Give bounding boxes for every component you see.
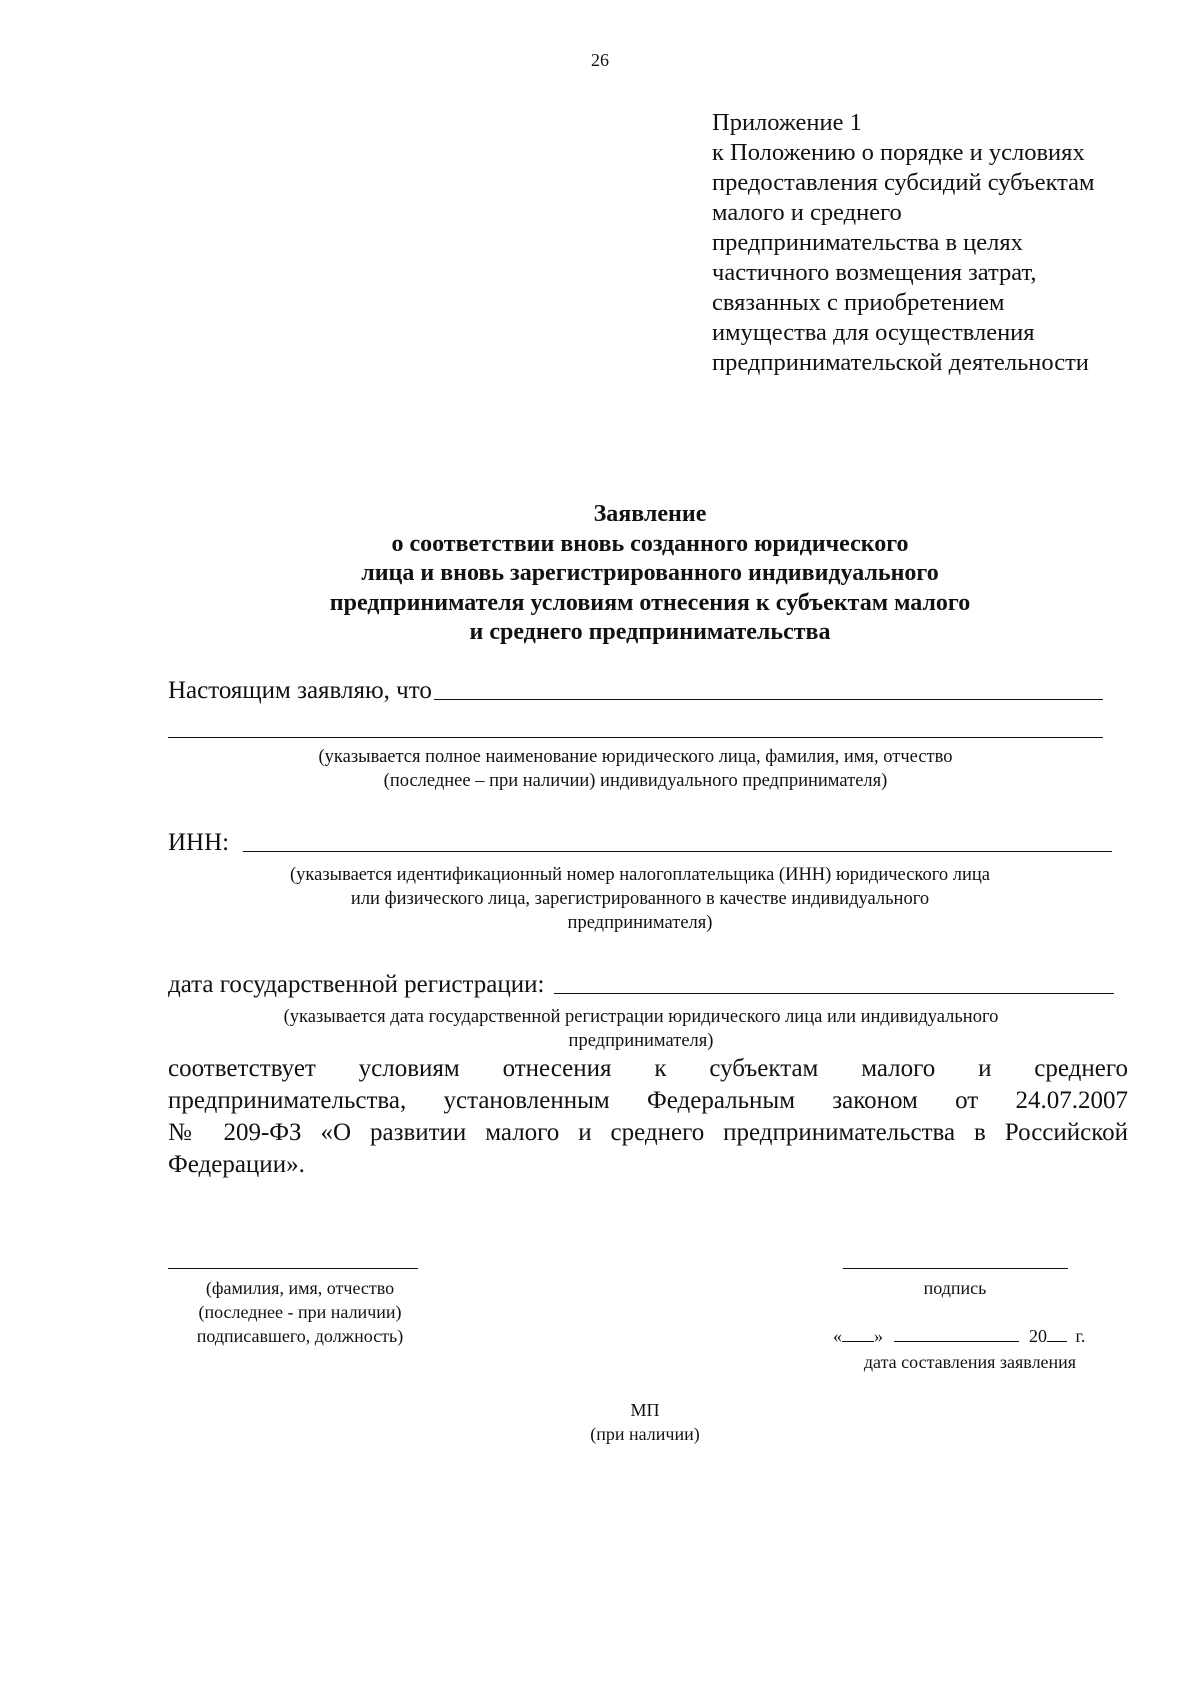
hint-line: (указывается полное наименование юридического лица, фамилия, имя, отчество <box>318 747 953 767</box>
appendix-line: связанных с приобретением <box>712 289 1005 316</box>
appendix-line: имущества для осуществления <box>712 319 1035 346</box>
appendix-header <box>712 108 1172 378</box>
declare-hint <box>168 745 1103 793</box>
appendix-line: малого и среднего <box>712 199 902 226</box>
date-open-quote: « <box>833 1326 842 1346</box>
title-line: предпринимателя условиям отнесения к субъектам малого <box>329 589 971 616</box>
title-line: Заявление <box>593 501 707 527</box>
hint-line: (последнее – при наличии) индивидуального предпринимателя) <box>383 771 888 791</box>
statement-line: соответствует условиям отнесения к субъектам малого и среднего <box>168 1055 1128 1082</box>
caption-line: (фамилия, имя, отчество <box>205 1278 395 1298</box>
page-number: 26 <box>591 50 609 70</box>
date-caption: дата составления заявления <box>863 1352 1077 1372</box>
registration-field-line[interactable] <box>554 993 1114 994</box>
date-year-field[interactable] <box>1047 1341 1067 1342</box>
registration-hint <box>168 1005 1114 1053</box>
hint-line: или физического лица, зарегистрированного в качестве индивидуального <box>350 889 930 909</box>
appendix-line: Приложение 1 <box>712 109 862 136</box>
date-close-quote: » <box>874 1326 883 1346</box>
caption-line: (последнее - при наличии) <box>198 1302 402 1322</box>
title-line: и среднего предпринимательства <box>469 619 831 645</box>
signature-caption: подпись <box>923 1278 987 1298</box>
statement-line: предпринимательства, установленным Федеральным законом от 24.07.2007 <box>168 1087 1128 1114</box>
registration-row <box>168 970 1114 1000</box>
statement <box>168 1053 1128 1181</box>
date-day-field[interactable] <box>842 1341 874 1342</box>
signatory-field-line[interactable] <box>168 1268 418 1269</box>
signature-field-line[interactable] <box>843 1268 1068 1269</box>
appendix-line: предпринимательской деятельности <box>712 349 1089 376</box>
title-line: лица и вновь зарегистрированного индивидуального <box>361 560 939 586</box>
appendix-line: частичного возмещения затрат, <box>712 259 1037 286</box>
statement-line: № 209-ФЗ «О развитии малого и среднего предпринимательства в Российской <box>168 1119 1128 1146</box>
hint-line: предпринимателя) <box>568 1031 714 1051</box>
inn-row <box>168 828 1112 858</box>
date-month-field[interactable] <box>894 1341 1019 1342</box>
title-line: о соответствии вновь созданного юридического <box>391 530 909 557</box>
appendix-line: предоставления субсидий субъектам <box>712 169 1095 196</box>
hint-line: предпринимателя) <box>567 913 713 933</box>
inn-field-line[interactable] <box>243 851 1112 852</box>
stamp-note: (при наличии) <box>590 1424 700 1444</box>
declare-field-line-2[interactable] <box>168 737 1103 738</box>
date-field <box>833 1324 1133 1348</box>
declare-label: Настоящим заявляю, что <box>168 677 432 704</box>
statement-line: Федерации». <box>168 1151 305 1178</box>
registration-label: дата государственной регистрации: <box>168 971 545 998</box>
document-title <box>180 500 1120 648</box>
stamp-label: МП <box>630 1400 660 1420</box>
declare-field-line[interactable] <box>434 699 1103 700</box>
appendix-line: к Положению о порядке и условиях <box>712 139 1085 166</box>
date-year-suffix: г. <box>1075 1326 1086 1346</box>
signatory-caption <box>150 1276 450 1348</box>
inn-label: ИНН: <box>168 829 230 856</box>
hint-line: (указывается дата государственной регистрации юридического лица или индивидуального <box>283 1007 999 1027</box>
hint-line: (указывается идентификационный номер налогоплательщика (ИНН) юридического лица <box>290 865 990 885</box>
caption-line: подписавшего, должность) <box>196 1326 404 1346</box>
inn-hint <box>168 863 1112 935</box>
date-year-prefix: 20 <box>1029 1326 1047 1346</box>
appendix-line: предпринимательства в целях <box>712 229 1023 256</box>
declare-row <box>168 676 1103 706</box>
